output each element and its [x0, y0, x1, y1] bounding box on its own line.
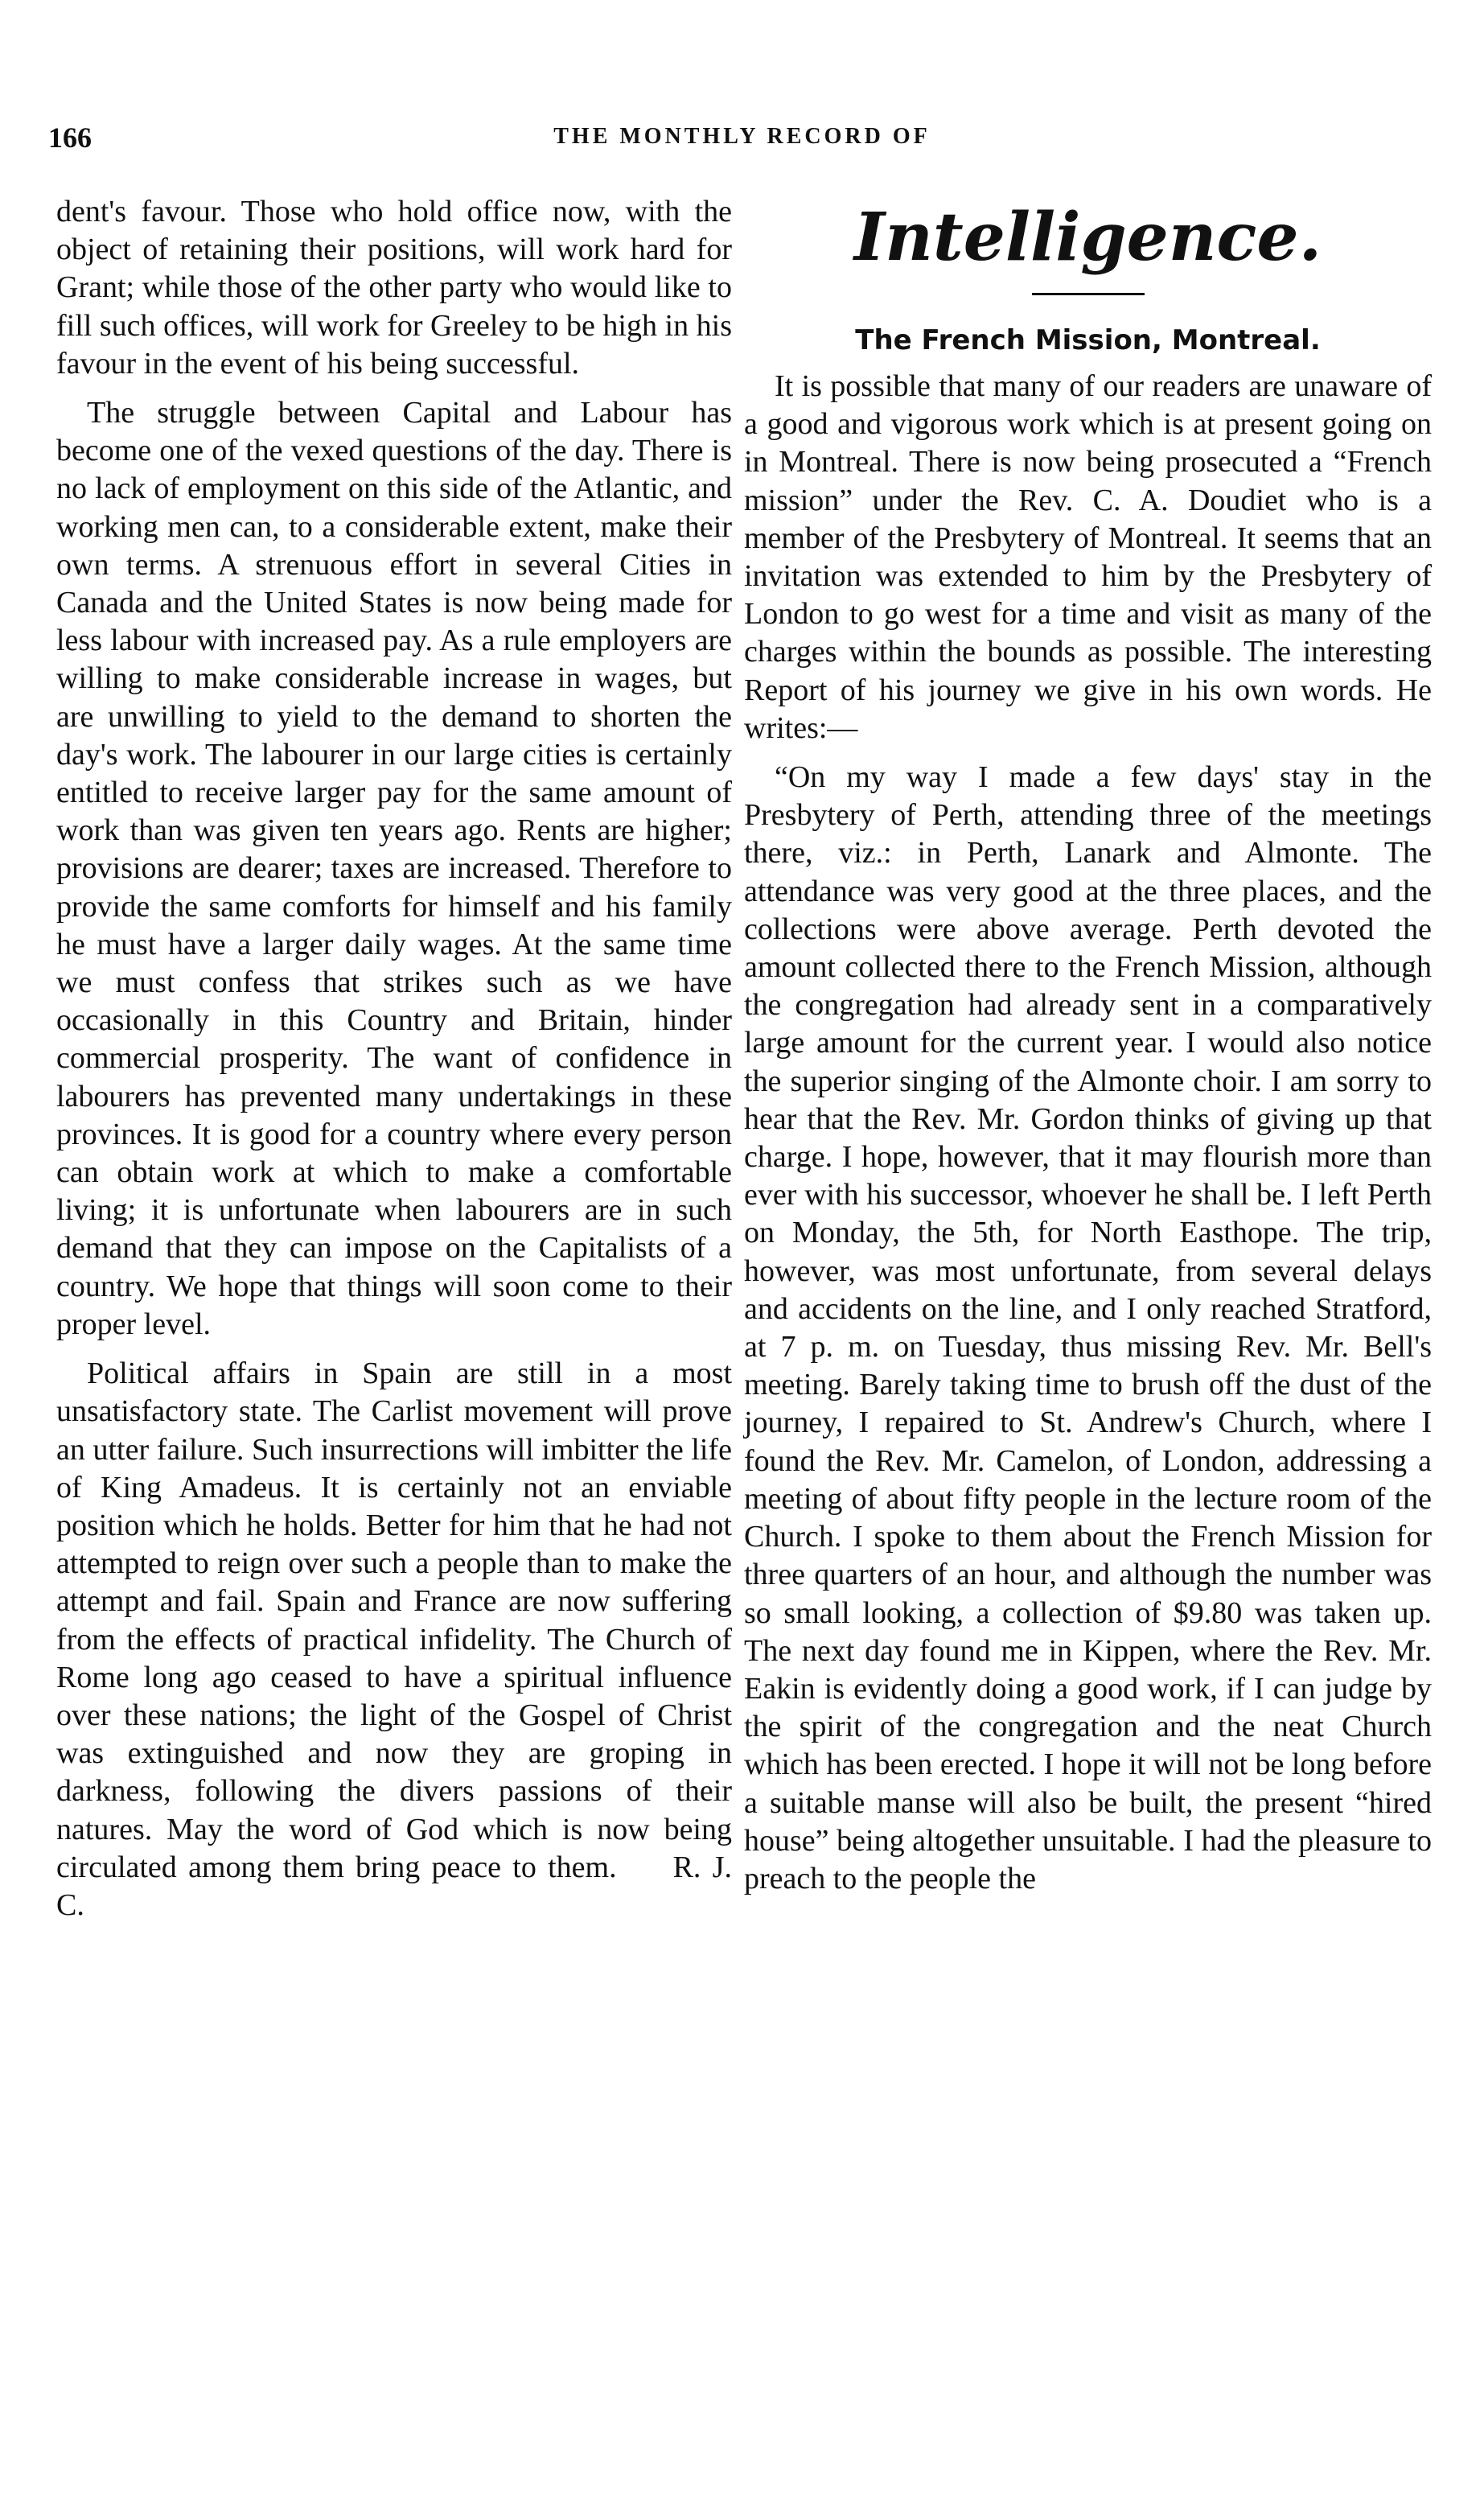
right-column: [744, 193, 1432, 2515]
paragraph-capital-labour: The struggle between Capital and Labour has become one of the vexed questions of the day. There is no lack of employment on this side of the Atlantic, and working men can, to a considerable extent, make their own terms. A strenuous effort in several Cities in Canada and the United States is now being made for less labour with increased pay. As a rule employers are willing to make considerable increase in wages, but are unwilling to yield to the demand to shorten the day's work. The labourer in our large cities is certainly entitled to receive larger pay for the same amount of work than was given ten years ago. Rents are higher; provisions are dearer; taxes are increased. Therefore to provide the same comforts for himself and his family he must have a larger daily wages. At the same time we must confess that strikes such as we have occasionally in this Country and Britain, hinder commercial prosperity. The want of confidence in labourers has prevented many undertakings in these provinces. It is good for a country where every person can obtain work at which to make a comfortable living; it is unfortunate when labourers are in such demand that they can impose on the Capitalists of a country. We hope that things will soon come to their proper level.: [56, 396, 732, 1341]
author-signature: R. J. C.: [56, 1850, 732, 1922]
paragraph-french-mission-intro: It is possible that many of our readers are unaware of a good and vigorous work which is at present going on in Montreal. There is now being prosecuted a “French mission” under the Rev. C. A. Doudiet who is a member of the Presbytery of Montreal. It seems that an invitation was extended to him by the Presbytery of London to go west for a time and visit as many of the charges within the bounds as possible. The interesting Report of his journey we give in his own words. He writes:—: [744, 369, 1432, 745]
left-column: [56, 193, 732, 2515]
page-header: [48, 121, 1436, 177]
section-divider: [1032, 293, 1145, 295]
page-number: 166: [48, 121, 92, 154]
paragraph-doudiet-letter: “On my way I made a few days' stay in the Presbytery of Perth, attending three of the meetings there, viz.: in Perth, Lanark and Almonte. The attendance was very good at the three places, and the collections were above average. Perth devoted the amount collected there to the French Mission, although the congregation had already sent in a comparatively large amount for the current year. I would also notice the superior singing of the Almonte choir. I am sorry to hear that the Rev. Mr. Gordon thinks of giving up that charge. I hope, however, that it may flourish more than ever with his successor, whoever he shall be. I left Perth on Monday, the 5th, for North Easthope. The trip, however, was most unfortunate, from several delays and accidents on the line, and I only reached Stratford, at 7 p. m. on Tuesday, thus missing Rev. Mr. Bell's meeting. Barely taking time to brush off the dust of the journey, I repaired to St. Andrew's Church, where I found the Rev. Mr. Camelon, of London, addressing a meeting of about fifty people in the lecture room of the Church. I spoke to them about the French Mission for three quarters of an hour, and although the number was so small looking, a collection of $9.80 was taken up. The next day found me in Kippen, where the Rev. Mr. Eakin is evidently doing a good work, if I can judge by the spirit of the congregation and the neat Church which has been erected. I hope it will not be long before a suitable manse will also be built, the present “hired house” being altogether unsuitable. I had the pleasure to preach to the people the: [744, 760, 1432, 1896]
section-heading: Intelligence.: [853, 199, 1322, 276]
paragraph-spain: [56, 1355, 732, 1924]
running-head: THE MONTHLY RECORD OF: [553, 124, 931, 149]
paragraph-election: dent's favour. Those who hold office now, with the object of retaining their positions, will work hard for Grant; while those of the other party who would like to fill such offices, will work for Greeley to be high in his favour in the event of his being successful.: [56, 195, 732, 381]
article-title: The French Mission, Montreal.: [855, 324, 1321, 356]
paragraph-spain-text: Political affairs in Spain are still in a most unsatisfactory state. The Carlist movement will prove an utter failure. Such insurrections will imbitter the life of King Amadeus. It is certainly not an enviable position which he holds. Better for him that he had not attempted to reign over such a people than to make the attempt and fail. Spain and France are now suffering from the effects of practical infidelity. The Church of Rome long ago ceased to have a spiritual influence over these nations; the light of the Gospel of Christ was extinguished and now they are groping in darkness, following the divers passions of their natures. May the word of God which is now being circulated among them bring peace to them.: [56, 1356, 732, 1884]
